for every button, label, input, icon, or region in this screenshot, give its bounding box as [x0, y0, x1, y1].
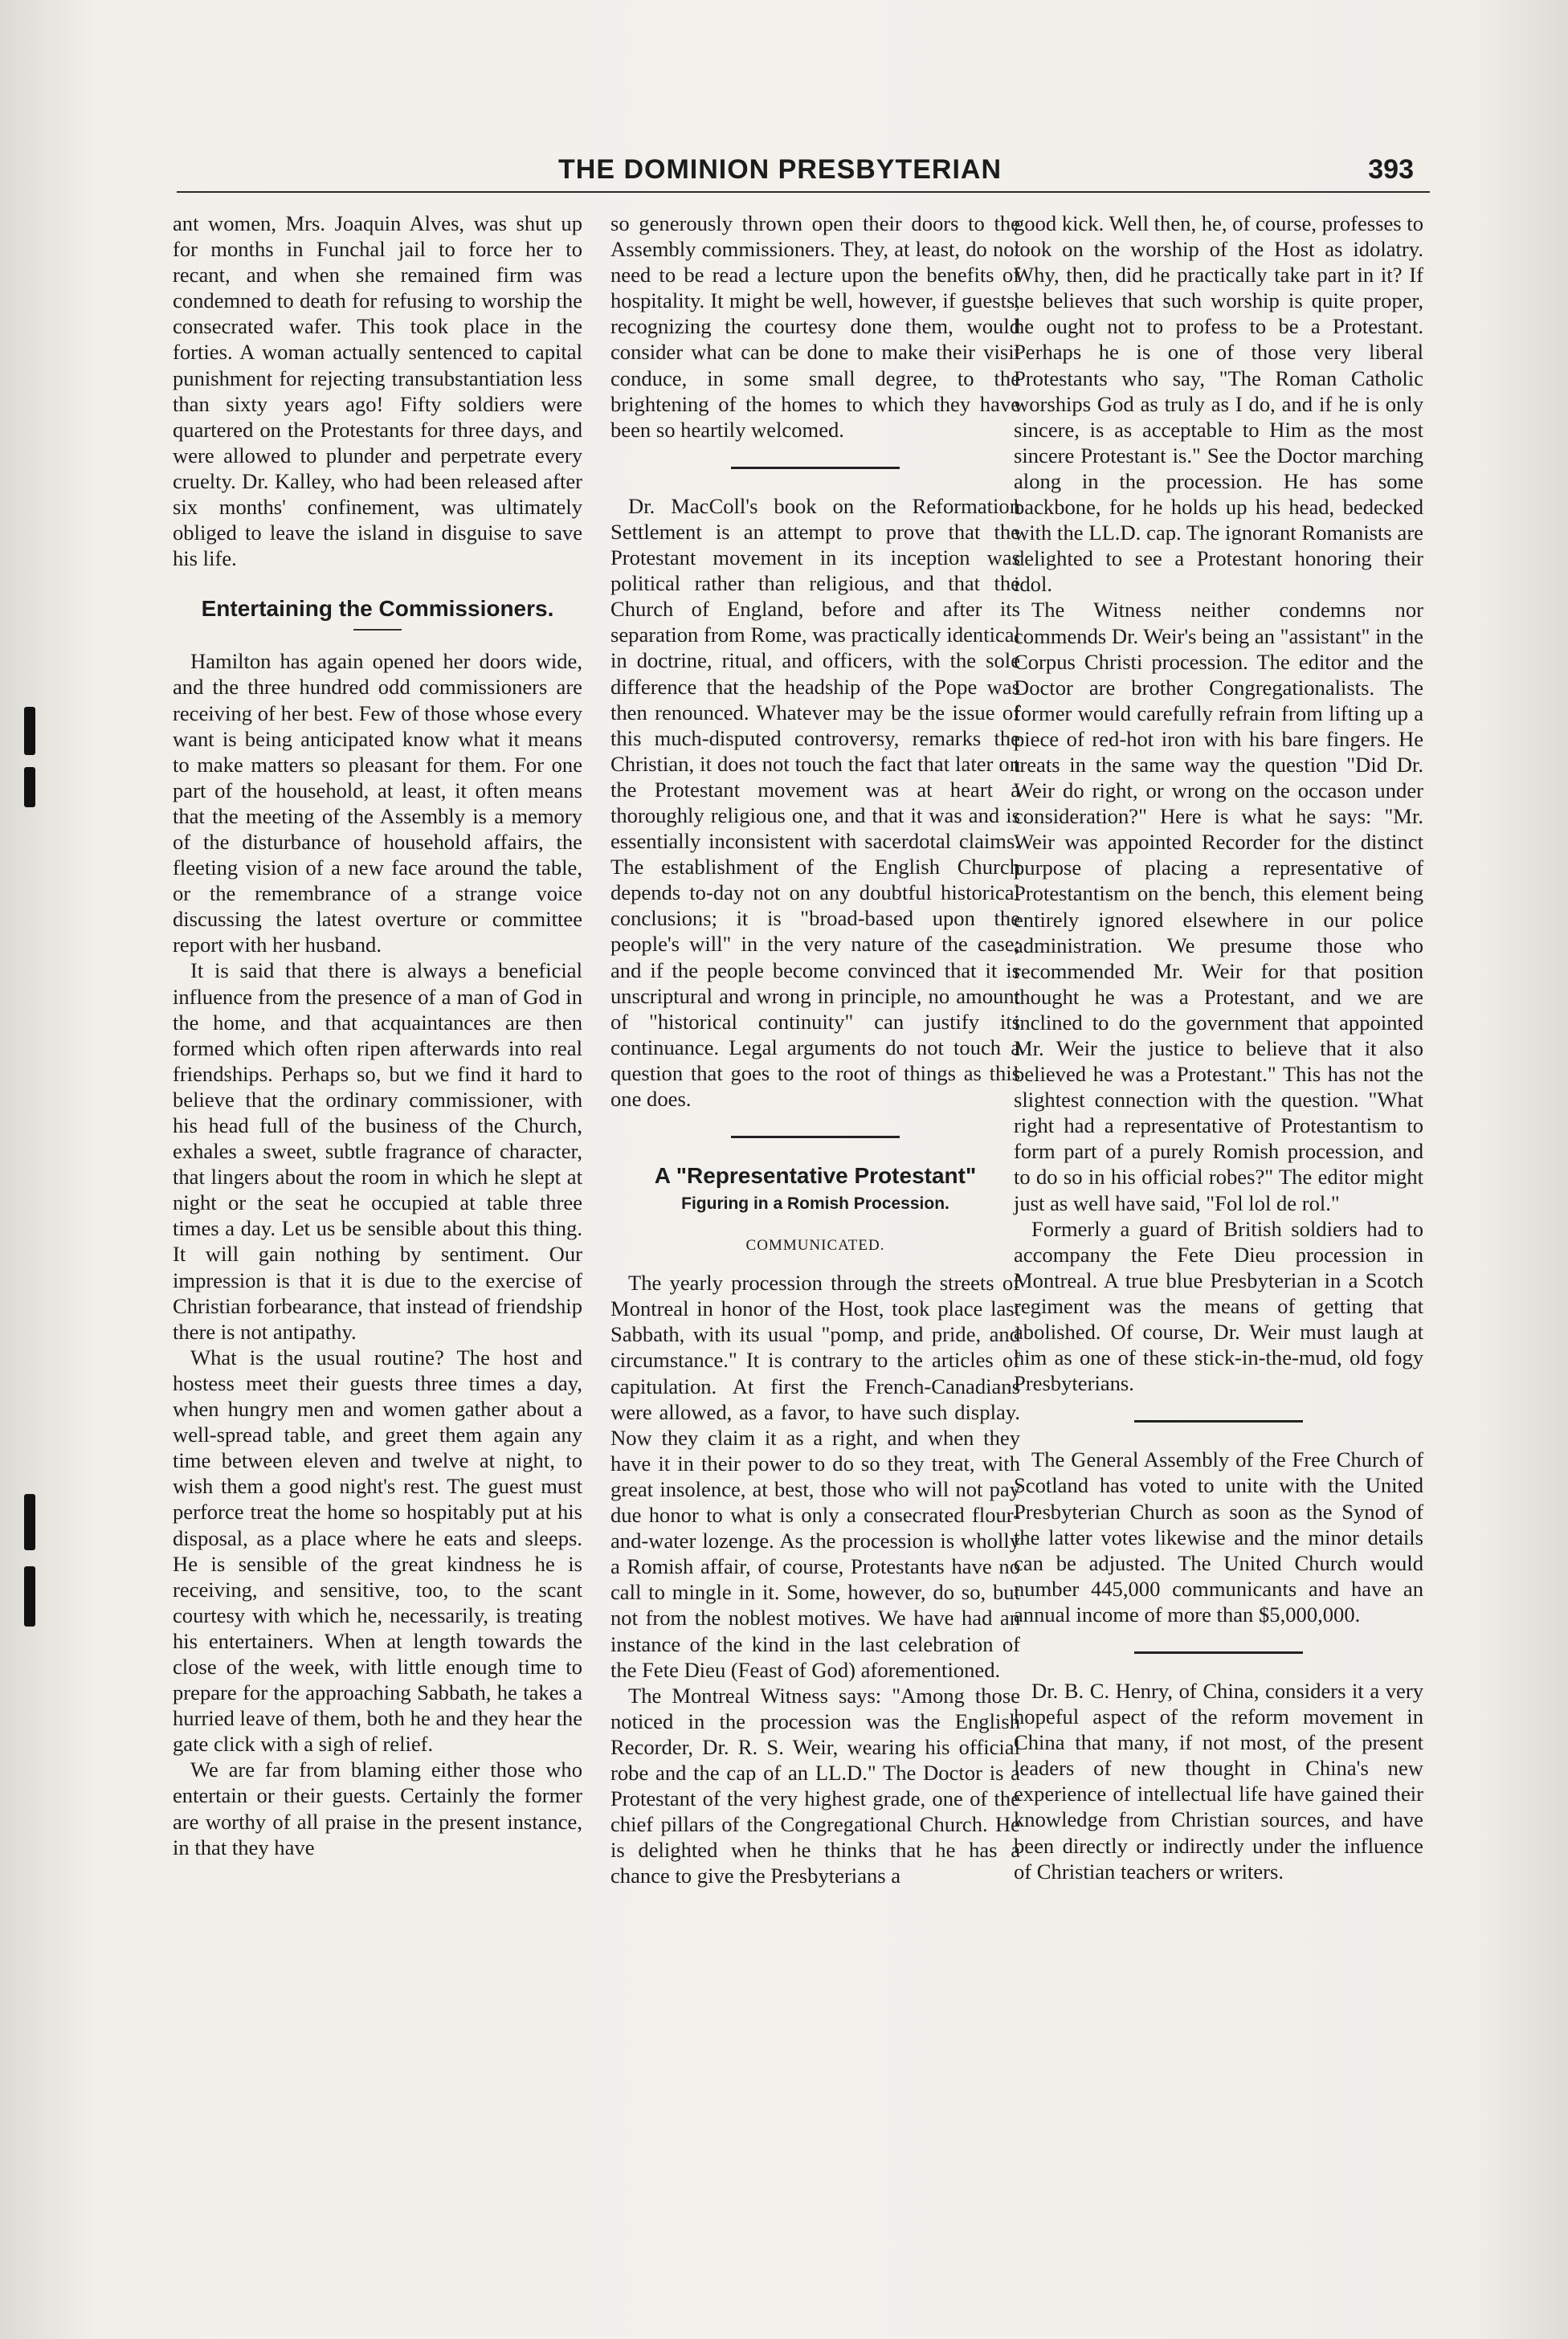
divider: [1134, 1651, 1303, 1654]
byline: COMMUNICATED.: [745, 1237, 885, 1255]
paragraph: Formerly a guard of British soldiers had to accompany the Fete Dieu procession in Montreal. A true blue Presbyterian in a Scotch regiment was the means of getting that abolished. Of course, Dr. Weir must laugh at him as one of these stick-in-the-mud, old fogy Presbyterians.: [1014, 1216, 1423, 1396]
paragraph: good kick. Well then, he, of course, professes to look on the worship of the Host as idolatry. Why, then, did he practically take part in it? If he believes that such worship is quite proper, he ought not to profess to be a Protestant. Perhaps he is one of those very liberal Protestants who say, "The Roman Catholic worships God as truly as I do, and if he is only sincere, is as acceptable to Him as the most sincere Protestant is." See the Doctor marching along in the procession. He has some backbone, for he holds up his head, bedecked with the LL.D. cap. The ignorant Romanists are delighted to see a Protestant honoring their idol.: [1014, 211, 1423, 597]
paragraph: We are far from blaming either those who entertain or their guests. Certainly the former are worthy of all praise in the present instance, in that they have: [173, 1757, 582, 1859]
column-3: [1014, 210, 1423, 1884]
paragraph: The Montreal Witness says: "Among those noticed in the procession was the English Recorder, Dr. R. S. Weir, wearing his official robe and the cap of an LL.D." The Doctor is a Protestant of the very highest grade, one of the chief pillars of the Congregational Church. He is delighted when he thinks that he has a chance to give the Presbyterians a: [610, 1683, 1020, 1888]
margin-mark: [24, 707, 35, 755]
margin-mark: [24, 1494, 35, 1550]
paragraph: The General Assembly of the Free Church of Scotland has voted to unite with the United Presbyterian Church as soon as the Synod of the latter votes likewise and the minor details can be adjusted. The United Church would number 445,000 communicants and have an annual income of more than $5,000,000.: [1014, 1447, 1423, 1627]
page-number: 393: [1368, 154, 1414, 185]
divider: [1134, 1420, 1303, 1423]
article-subheading: Figuring in a Romish Procession.: [681, 1194, 949, 1214]
paragraph: The yearly procession through the streets of Montreal in honor of the Host, took place last Sabbath, with its usual "pomp, and pride, and circumstance." It is contrary to the articles of capitulation. At first the French-Canadians were allowed, as a favor, to have such display. Now they claim it as a right, and when they have it in their power to do so they treat, with great insolence, at best, those who will not pay due honor to what is only a consecrated flour-and-water lozenge. As the procession is wholly a Romish affair, of course, Protestants have no call to mingle in it. Some, however, do so, but not from the noblest motives. We have had an instance of the kind in the last celebration of the Fete Dieu (Feast of God) aforementioned.: [610, 1271, 1020, 1682]
paragraph: Hamilton has again opened her doors wide, and the three hundred odd commissioners are receiving of her best. Few of those whose every want is being anticipated know what it means to make matters so pleasant for them. For one part of the household, at least, it often means that the meeting of the Assembly is a memory of the disturbance of household affairs, the fleeting vision of a new face around the table, or the remembrance of a strange voice discussing the latest overture or committee report with her husband.: [173, 649, 582, 957]
paragraph: ant women, Mrs. Joaquin Alves, was shut up for months in Funchal jail to force her to recant, and when she remained firm was condemned to death for refusing to worship the consecrated wafer. This took place in the forties. A woman actually sentenced to capital punishment for rejecting transubstantiation less than sixty years ago! Fifty soldiers were quartered on the Protestants for three days, and were allowed to plunder and perpetrate every cruelty. Dr. Kalley, who had been released after six months' confinement, was ultimately obliged to leave the island in disguise to save his life.: [173, 211, 582, 571]
paragraph: The Witness neither condemns nor commends Dr. Weir's being an "assistant" in the Corpus Christi procession. The editor and the Doctor are brother Congregationalists. The former would carefully refrain from lifting up a piece of red-hot iron with his bare fingers. He treats in the same way the question "Did Dr. Weir do right, or wrong on the occason under consideration?" Here is what he says: "Mr. Weir was appointed Recorder for the distinct purpose of placing a representative of Protestantism on the bench, this element being entirely ignored elsewhere in our police administration. We presume those who recommended Mr. Weir for that position thought he was a Protestant, and we are inclined to do the government that appointed Mr. Weir the justice to believe that it also believed he was a Protestant." This has not the slightest connection with the question. "What right had a representative of Protestantism to form part of a purely Romish procession, and to do so in his official robes?" The editor might just as well have said, "Fol lol de rol.": [1014, 598, 1423, 1215]
column-1: [173, 210, 582, 1860]
divider: [353, 629, 402, 631]
paragraph: Dr. B. C. Henry, of China, considers it a very hopeful aspect of the reform movement in China that many, if not most, of the present leaders of new thought in China's new experience of intellectual life have gained their knowledge from Christian sources, and have been directly or indirectly under the influence of Christian teachers or writers.: [1014, 1678, 1423, 1884]
page-header: [177, 151, 1430, 193]
paragraph: so generously thrown open their doors to the Assembly commissioners. They, at least, do not need to be read a lecture upon the benefits of hospitality. It might be well, however, if guests, recognizing the courtesy done them, would consider what can be done to make their visit conduce, in some small degree, to the brightening of the homes to which they have been so heartily welcomed.: [610, 211, 1020, 442]
margin-mark: [24, 767, 35, 807]
publication-title: THE DOMINION PRESBYTERIAN: [558, 154, 1002, 185]
paragraph: Dr. MacColl's book on the Reformation Settlement is an attempt to prove that the Protestant movement in its inception was political rather than religious, and that the Church of England, before and after its separation from Rome, was practically identical in doctrine, ritual, and officers, with the sole difference that the headship of the Pope was then renounced. Whatever may be the issue of this much-disputed controversy, remarks the Christian, it does not touch the fact that later on the Protestant movement was at heart a thoroughly religious one, and that it was and is essentially inconsistent with sacerdotal claims. The establishment of the English Church depends to-day not on any doubtful historical conclusions; it is "broad-based upon the people's will" in the very nature of the case; and if the people become convinced that it is unscriptural and wrong in principle, no amount of "historical continuity" can justify its continuance. Legal arguments do not touch a question that goes to the root of things as this one does.: [610, 493, 1020, 1111]
paragraph: What is the usual routine? The host and hostess meet their guests three times a day, when hungry men and women gather about a well-spread table, and greet them again any time between eleven and twelve at night, to wish them a good night's rest. The guest must perforce treat the home so hospitably put at his disposal, as a place where he eats and sleeps. He is sensible of the great kindness he is receiving, and sensitive, too, to the scant courtesy with which he, necessarily, is treating his entertainers. When at length towards the close of the week, with little enough time to prepare for the approaching Sabbath, he takes a hurried leave of them, both he and they hear the gate click with a sigh of relief.: [173, 1345, 582, 1757]
paragraph: It is said that there is always a beneficial influence from the presence of a man of God in the home, and that acquaintances are then formed which often ripen afterwards into real friendships. Perhaps so, but we find it hard to believe that the ordinary commissioner, with his head full of the business of the Church, exhales a sweet, subtle fragrance of character, that lingers about the room in which he slept at night or the seat he occupied at table three times a day. Let us be sensible about this thing. It will gain nothing by sentiment. Our impression is that it is due to the exercise of Christian forbearance, that instead of friendship there is not antipathy.: [173, 958, 582, 1344]
article-heading: Entertaining the Commissioners.: [201, 596, 554, 622]
divider: [731, 467, 900, 469]
margin-mark: [24, 1566, 35, 1627]
column-2: [610, 210, 1020, 1888]
article-heading: A "Representative Protestant": [654, 1163, 977, 1189]
divider: [731, 1136, 900, 1138]
